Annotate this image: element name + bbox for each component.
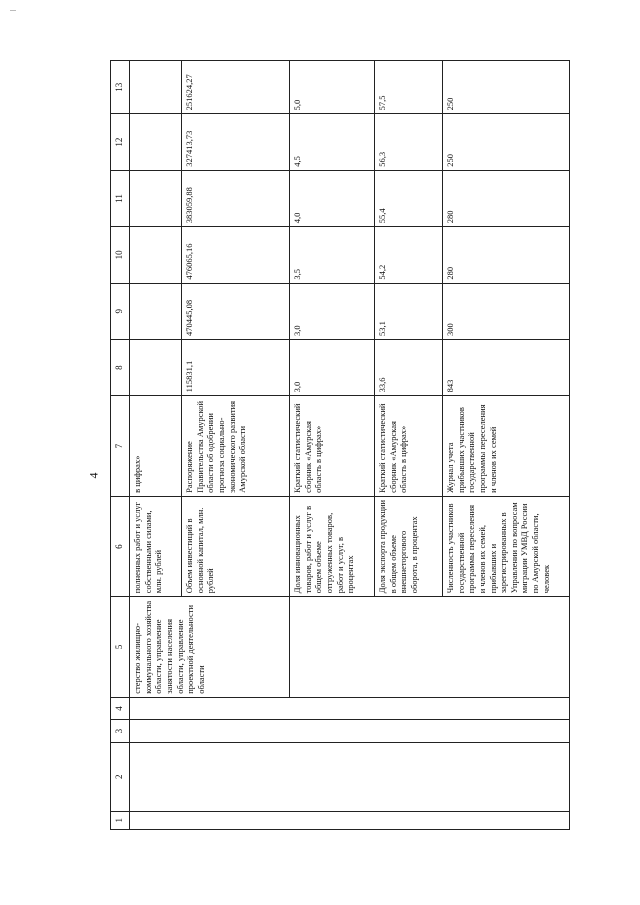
value-cell: 4,0 <box>290 170 375 226</box>
value-cell: 57,5 <box>375 61 443 114</box>
value-cell: 327413,73 <box>182 114 290 170</box>
value-cell: 3,0 <box>290 283 375 339</box>
header-cell: 2 <box>111 742 130 811</box>
indicator-cell: Объем инвестиций в основной капитал, млн. рублей <box>182 496 290 596</box>
source-cell: в цифрах» <box>130 396 182 496</box>
header-cell: 6 <box>111 496 130 596</box>
value-cell: 280 <box>443 227 570 283</box>
responsible-executors-cell <box>290 597 570 697</box>
value-cell: 470445,08 <box>182 283 290 339</box>
header-cell: 9 <box>111 283 130 339</box>
col3-cell <box>130 720 570 743</box>
indicator-cell: Численность участников государственной программы переселения и членов их семей, прибывших и зарегистрированных в Управлении по вопросам миграции УМВД России по Амурской области, человек <box>443 496 570 596</box>
table-row <box>130 61 182 830</box>
value-cell: 33,6 <box>375 339 443 395</box>
value-cell <box>130 114 182 170</box>
value-cell: 3,5 <box>290 227 375 283</box>
value-cell: 53,1 <box>375 283 443 339</box>
value-cell <box>130 227 182 283</box>
value-cell: 5,0 <box>290 61 375 114</box>
value-cell <box>130 170 182 226</box>
header-cell: 13 <box>111 61 130 114</box>
value-cell: 476065,16 <box>182 227 290 283</box>
source-cell: Краткий статистический сборник «Амурская область в цифрах» <box>290 396 375 496</box>
value-cell: 250 <box>443 114 570 170</box>
header-cell: 5 <box>111 597 130 697</box>
indicator-cell: Доля экспорта продукции в общем объеме внешнеторгового оборота, в процентах <box>375 496 443 596</box>
header-cell: 7 <box>111 396 130 496</box>
indicator-cell: Доля инновационных товаров, работ и услуг в общем объеме отгруженных товаров, работ и услуг, в процентах <box>290 496 375 596</box>
header-cell: 12 <box>111 114 130 170</box>
value-cell: 300 <box>443 283 570 339</box>
header-cell: 1 <box>111 811 130 829</box>
value-cell: 56,3 <box>375 114 443 170</box>
rotated-table-wrapper <box>110 60 551 830</box>
value-cell <box>130 339 182 395</box>
header-cell: 10 <box>111 227 130 283</box>
header-cell: 3 <box>111 720 130 743</box>
value-cell <box>130 283 182 339</box>
value-cell: 54,2 <box>375 227 443 283</box>
source-cell: Распоряжение Правительства Амурской области об одобрении прогноза социально-экономического развития Амурской области <box>182 396 290 496</box>
value-cell: 383059,88 <box>182 170 290 226</box>
header-row <box>111 61 130 830</box>
program-name-cell <box>130 742 570 811</box>
source-cell: Краткий статистический сборник «Амурская область в цифрах» <box>375 396 443 496</box>
value-cell: 251624,27 <box>182 61 290 114</box>
value-cell: 3,0 <box>290 339 375 395</box>
indicators-table <box>110 60 570 830</box>
value-cell: 4,5 <box>290 114 375 170</box>
col4-cell <box>130 697 570 720</box>
scan-corner-mark <box>10 10 16 11</box>
value-cell: 843 <box>443 339 570 395</box>
value-cell: 280 <box>443 170 570 226</box>
value-cell: 250 <box>443 61 570 114</box>
indicator-cell: полненных работ и услуг собственными силами, млн. рублей <box>130 496 182 596</box>
responsible-executors-cell: стерство жилищно-коммунального хозяйства области, управление занятости населения области, управление проектной деятельности области <box>130 597 290 697</box>
header-cell: 11 <box>111 170 130 226</box>
row-number-cell <box>130 811 570 829</box>
source-cell: Журнал учета прибывших участников государственной программы переселения и членов их семей <box>443 396 570 496</box>
value-cell: 115831,1 <box>182 339 290 395</box>
header-cell: 4 <box>111 697 130 720</box>
page-number: 4 <box>86 472 101 479</box>
value-cell <box>130 61 182 114</box>
value-cell: 55,4 <box>375 170 443 226</box>
header-cell: 8 <box>111 339 130 395</box>
